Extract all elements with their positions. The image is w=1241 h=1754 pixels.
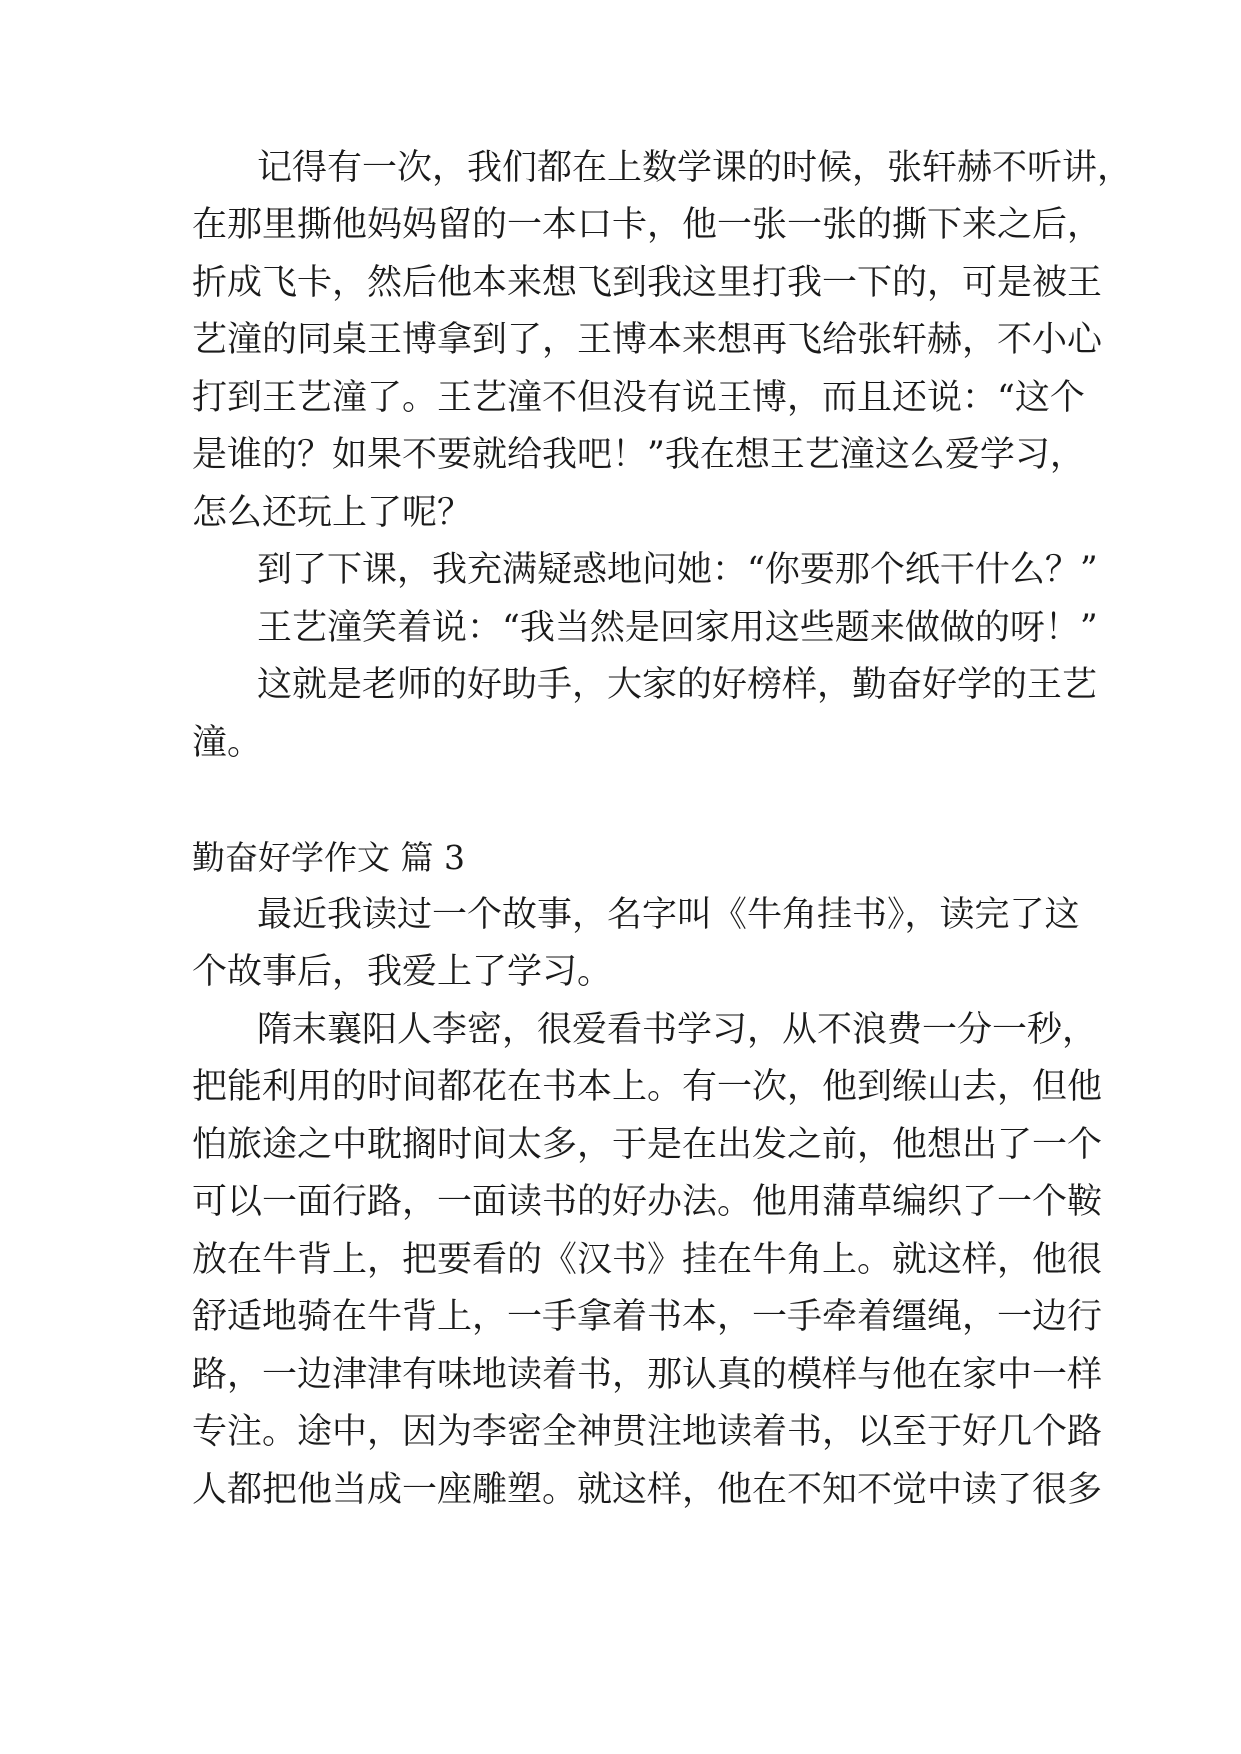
section-heading: 勤奋好学作文 篇 3 — [192, 838, 465, 877]
text-line: 是谁的？如果不要就给我吧！”我在想王艺潼这么爱学习， — [192, 435, 1085, 475]
text-line: 打到王艺潼了。王艺潼不但没有说王博，而且还说：“这个 — [192, 378, 1085, 418]
text-line: 把能利用的时间都花在书本上。有一次，他到缑山去，但他 — [192, 1067, 1103, 1107]
text-line: 路，一边津津有味地读着书，那认真的模样与他在家中一样 — [192, 1355, 1103, 1395]
text-line: 专注。途中，因为李密全神贯注地读着书，以至于好几个路 — [192, 1412, 1103, 1452]
text-line: 可以一面行路，一面读书的好办法。他用蒲草编织了一个鞍 — [192, 1182, 1103, 1222]
text-line: 舒适地骑在牛背上，一手拿着书本，一手牵着缰绳，一边行 — [192, 1297, 1103, 1337]
text-line: 放在牛背上，把要看的《汉书》挂在牛角上。就这样，他很 — [192, 1240, 1103, 1280]
text-line: 人都把他当成一座雕塑。就这样，他在不知不觉中读了很多 — [192, 1470, 1103, 1510]
text-line: 个故事后，我爱上了学习。 — [192, 952, 613, 992]
text-line: 记得有一次，我们都在上数学课的时候，张轩赫不听讲， — [257, 148, 1133, 188]
text-line: 潼。 — [192, 723, 263, 763]
text-line: 怎么还玩上了呢？ — [192, 493, 473, 533]
text-line: 怕旅途之中耽搁时间太多，于是在出发之前，他想出了一个 — [192, 1125, 1103, 1165]
text-line: 王艺潼笑着说：“我当然是回家用这些题来做做的呀！” — [257, 608, 1098, 648]
text-line: 到了下课，我充满疑惑地问她：“你要那个纸干什么？” — [257, 550, 1098, 590]
text-line: 这就是老师的好助手，大家的好榜样，勤奋好学的王艺 — [257, 665, 1098, 705]
text-line: 折成飞卡，然后他本来想飞到我这里打我一下的，可是被王 — [192, 263, 1103, 303]
text-line: 在那里撕他妈妈留的一本口卡，他一张一张的撕下来之后， — [192, 205, 1103, 245]
text-line: 隋末襄阳人李密，很爱看书学习，从不浪费一分一秒， — [257, 1010, 1098, 1050]
text-line: 艺潼的同桌王博拿到了，王博本来想再飞给张轩赫，不小心 — [192, 320, 1103, 360]
text-line: 最近我读过一个故事，名字叫《牛角挂书》，读完了这 — [257, 895, 1080, 935]
